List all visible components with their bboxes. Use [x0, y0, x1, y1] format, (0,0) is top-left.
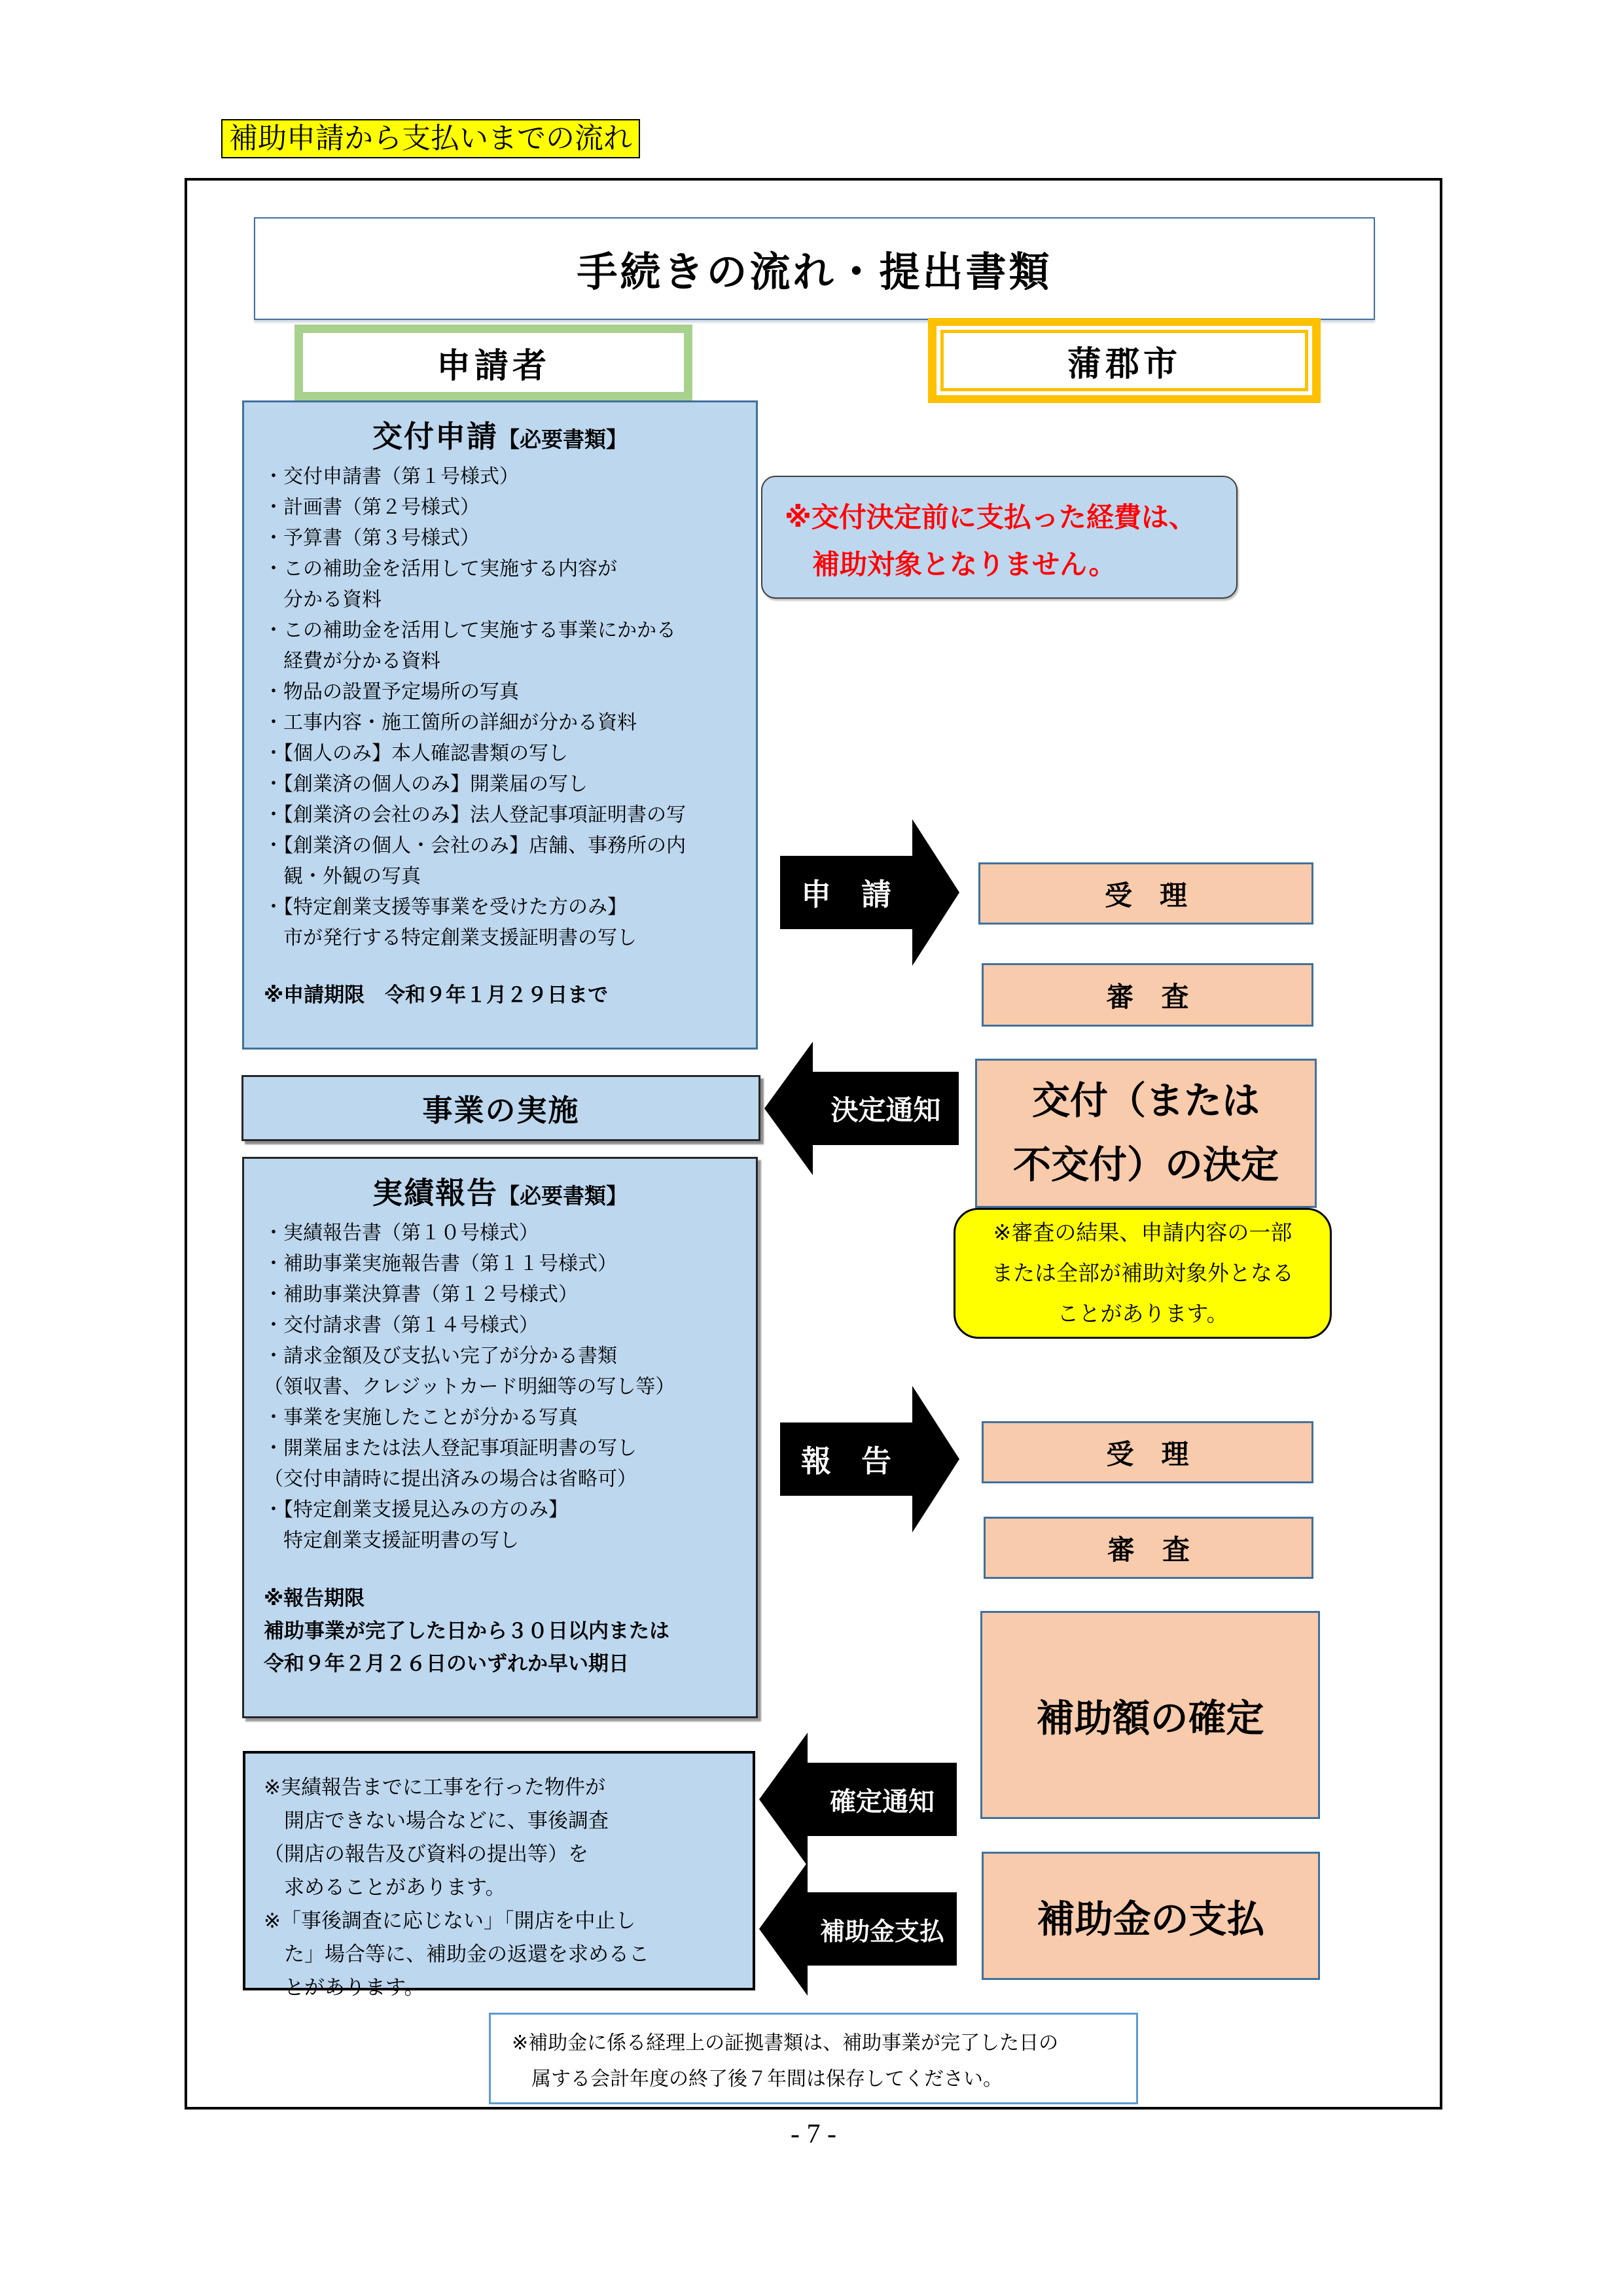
text-line: 経費が分かる資料: [264, 650, 440, 672]
grant-decision-box: [975, 1059, 1317, 1208]
text-line: または全部が補助対象外となる: [991, 1261, 1294, 1285]
performance-report-box: [242, 1157, 758, 1718]
grant-application-title: [264, 413, 736, 456]
page-title: 補助申請から支払いまでの流れ: [221, 119, 640, 158]
text-line: ・【特定創業支援等事業を受けた方のみ】: [264, 896, 627, 918]
text-line: ※実績報告までに工事を行った物件が: [264, 1776, 605, 1799]
text-line: ・工事内容・施工箇所の詳細が分かる資料: [264, 712, 637, 733]
text-line: 令和９年２月２６日のいずれか早い期日: [264, 1652, 629, 1675]
performance-report-title-main: 実績報告: [372, 1176, 498, 1210]
text-line: 市が発行する特定創業支援証明書の写し: [264, 927, 637, 949]
column-applicant-label: 申請者: [303, 333, 684, 392]
performance-report-title: [264, 1169, 736, 1212]
text-line: ・交付請求書（第１４号様式）: [264, 1315, 539, 1336]
text-line: ・補助事業実施報告書（第１１号様式）: [264, 1253, 617, 1275]
pre-decision-warning: [761, 476, 1238, 599]
amount-confirmation-box: [980, 1611, 1320, 1819]
text-line: ・事業を実施したことが分かる写真: [264, 1407, 578, 1428]
text-line: 分かる資料: [264, 589, 382, 610]
text-line: 補助事業が完了した日から３０日以内または: [264, 1619, 669, 1642]
text-line: ・実績報告書（第１０号様式）: [264, 1222, 539, 1244]
text-line: ※交付決定前に支払った経費は、: [785, 502, 1196, 533]
accept-box-2-label: 受 理: [1106, 1438, 1189, 1470]
accept-box-2: [982, 1421, 1313, 1483]
amount-confirmation-label: 補助額の確定: [1036, 1697, 1264, 1740]
review-box-2: [984, 1517, 1313, 1579]
text-line: ことがあります。: [1057, 1301, 1228, 1326]
apply-arrow-label: 申 請: [801, 877, 891, 911]
grant-application-title-main: 交付申請: [372, 419, 498, 453]
column-city-label: 蒲郡市: [940, 330, 1308, 391]
text-line: ・この補助金を活用して実施する内容が: [264, 558, 617, 580]
flowchart-header-label: 手続きの流れ・提出書類: [577, 250, 1052, 295]
payment-arrow-label: 補助金支払: [819, 1918, 944, 1946]
text-line: ・物品の設置予定場所の写真: [264, 681, 519, 703]
text-line: 交付（または: [1031, 1080, 1260, 1122]
decision-arrow-head-icon: [764, 1042, 813, 1175]
text-line: ※「事後調査に応じない」「開店を中止し: [264, 1909, 636, 1932]
performance-report-items: [264, 1218, 736, 1556]
text-line: 開店できない場合などに、事後調査: [264, 1809, 609, 1832]
payment-arrow-head-icon: [759, 1862, 808, 1996]
text-line: 求めることがあります。: [264, 1876, 506, 1899]
column-city: [928, 318, 1321, 403]
grant-application-items: [264, 461, 736, 953]
flowchart-header: [254, 217, 1375, 320]
text-line: ・【創業済の個人のみ】開業届の写し: [264, 773, 588, 795]
payment-arrow: [808, 1892, 957, 1966]
text-line: ・予算書（第３号様式）: [264, 527, 480, 549]
confirm-arrow: [808, 1763, 957, 1836]
text-line: （領収書、クレジットカード明細等の写し等）: [264, 1376, 675, 1398]
report-arrow-head-icon: [912, 1386, 959, 1532]
decision-arrow-label: 決定通知: [830, 1095, 941, 1125]
apply-arrow: [780, 856, 912, 929]
text-line: （開店の報告及び資料の提出等）を: [264, 1843, 588, 1865]
text-line: ・交付申請書（第１号様式）: [264, 466, 519, 487]
text-line: ・補助事業決算書（第１２号様式）: [264, 1284, 578, 1305]
text-line: ・この補助金を活用して実施する事業にかかる: [264, 620, 676, 641]
review-box-1-label: 審 査: [1106, 981, 1189, 1012]
decision-arrow: [813, 1072, 959, 1145]
application-deadline: ※申請期限 令和９年１月２９日まで: [264, 983, 609, 1006]
report-deadline: [264, 1582, 736, 1680]
text-line: ※補助金に係る経理上の証拠書類は、補助事業が完了した日の: [512, 2032, 1059, 2054]
accept-box-1-label: 受 理: [1104, 879, 1187, 911]
business-execution-box: [241, 1075, 760, 1141]
text-line: ※報告期限: [264, 1587, 365, 1610]
text-line: た」場合等に、補助金の返還を求めるこ: [264, 1943, 649, 1966]
payment-box-label: 補助金の支払: [1037, 1898, 1265, 1941]
column-applicant: [294, 325, 692, 400]
text-line: 観・外観の写真: [264, 866, 421, 887]
accept-box-1: [978, 862, 1313, 925]
text-line: ・【創業済の個人・会社のみ】店舗、事務所の内: [264, 835, 686, 857]
grant-application-box: [242, 400, 758, 1050]
confirm-arrow-label: 確定通知: [830, 1787, 935, 1816]
apply-arrow-head-icon: [912, 819, 959, 966]
business-execution-label: 事業の実施: [422, 1093, 580, 1127]
text-line: とがあります。: [264, 1976, 425, 1999]
report-arrow: [780, 1422, 912, 1496]
performance-report-title-sub: 【必要書類】: [498, 1184, 628, 1208]
text-line: ・請求金額及び支払い完了が分かる書類: [264, 1345, 617, 1367]
grant-application-title-sub: 【必要書類】: [498, 427, 628, 451]
text-line: ・【個人のみ】本人確認書類の写し: [264, 743, 568, 764]
post-survey-note: [243, 1751, 755, 1999]
text-line: （交付申請時に提出済みの場合は省略可）: [264, 1468, 637, 1490]
confirm-arrow-head-icon: [759, 1733, 808, 1866]
review-result-note: [954, 1208, 1332, 1339]
text-line: ・開業届または法人登記事項証明書の写し: [264, 1438, 637, 1459]
text-line: ・【特定創業支援見込みの方のみ】: [264, 1499, 568, 1521]
page-number: - 7 -: [791, 2119, 836, 2149]
text-line: ・計画書（第２号様式）: [264, 497, 480, 518]
text-line: 属する会計年度の終了後７年間は保存してください。: [512, 2068, 1003, 2090]
report-arrow-label: 報 告: [801, 1444, 891, 1478]
text-line: 不交付）の決定: [1012, 1144, 1279, 1186]
review-box-1: [982, 963, 1313, 1027]
review-box-2-label: 審 査: [1107, 1534, 1190, 1565]
column-city-frame: [936, 326, 1312, 395]
text-line: ※審査の結果、申請内容の一部: [993, 1220, 1293, 1245]
evidence-retention-note: [489, 2013, 1138, 2104]
text-line: ・【創業済の会社のみ】法人登記事項証明書の写: [264, 804, 686, 826]
text-line: 補助対象となりません。: [785, 549, 1116, 580]
payment-box: [982, 1852, 1320, 1980]
text-line: 特定創業支援証明書の写し: [264, 1530, 519, 1551]
